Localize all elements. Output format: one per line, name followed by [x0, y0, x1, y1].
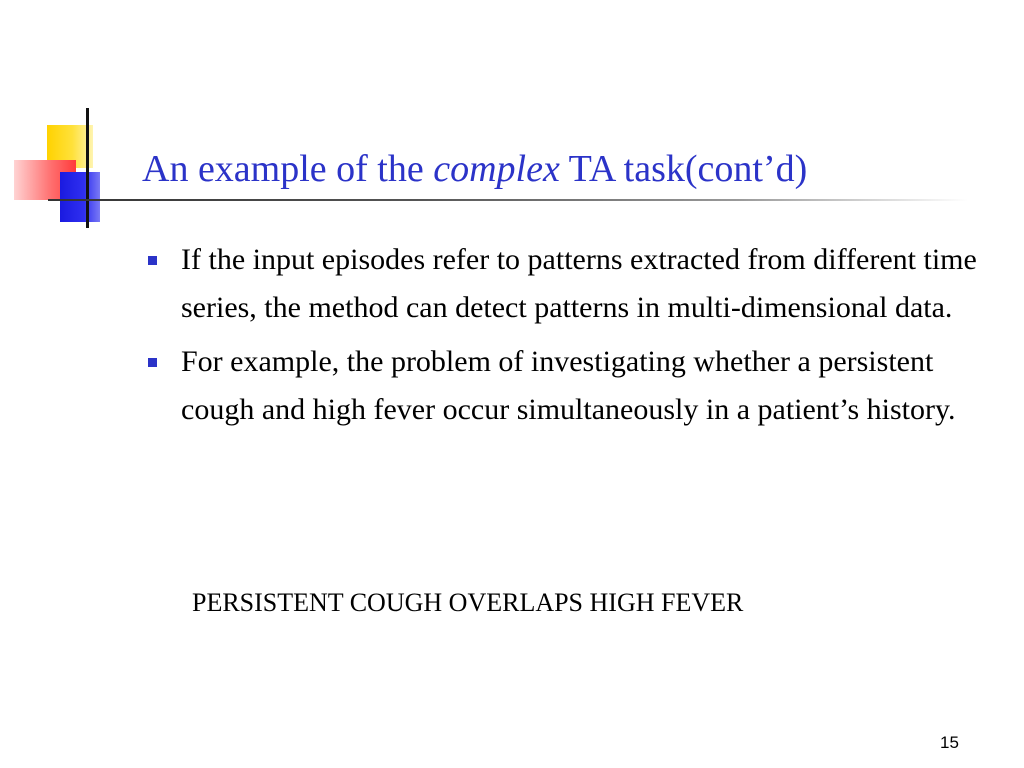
bullet-item [148, 338, 998, 434]
bullet-text: For example, the problem of investigating whether a persistent cough and high fever occur simultaneously in a patient’s history. [181, 345, 956, 426]
title-suffix: TA task(cont’d) [559, 148, 808, 190]
slide-title [142, 146, 807, 192]
title-underline-rule [48, 199, 968, 201]
square-bullet-icon [148, 358, 157, 367]
square-bullet-icon [148, 256, 157, 265]
bullet-list [148, 236, 998, 440]
title-emphasis: complex [433, 148, 560, 190]
temporal-statement: PERSISTENT COUGH OVERLAPS HIGH FEVER [192, 588, 744, 617]
title-prefix: An example of the [142, 148, 434, 190]
decorative-vertical-line [86, 108, 89, 228]
bullet-text: If the input episodes refer to patterns extracted from different time series, the method can detect patterns in multi-dimensional data. [181, 243, 977, 324]
page-number: 15 [940, 733, 959, 752]
decorative-blue-square [60, 172, 100, 222]
bullet-item [148, 236, 998, 332]
